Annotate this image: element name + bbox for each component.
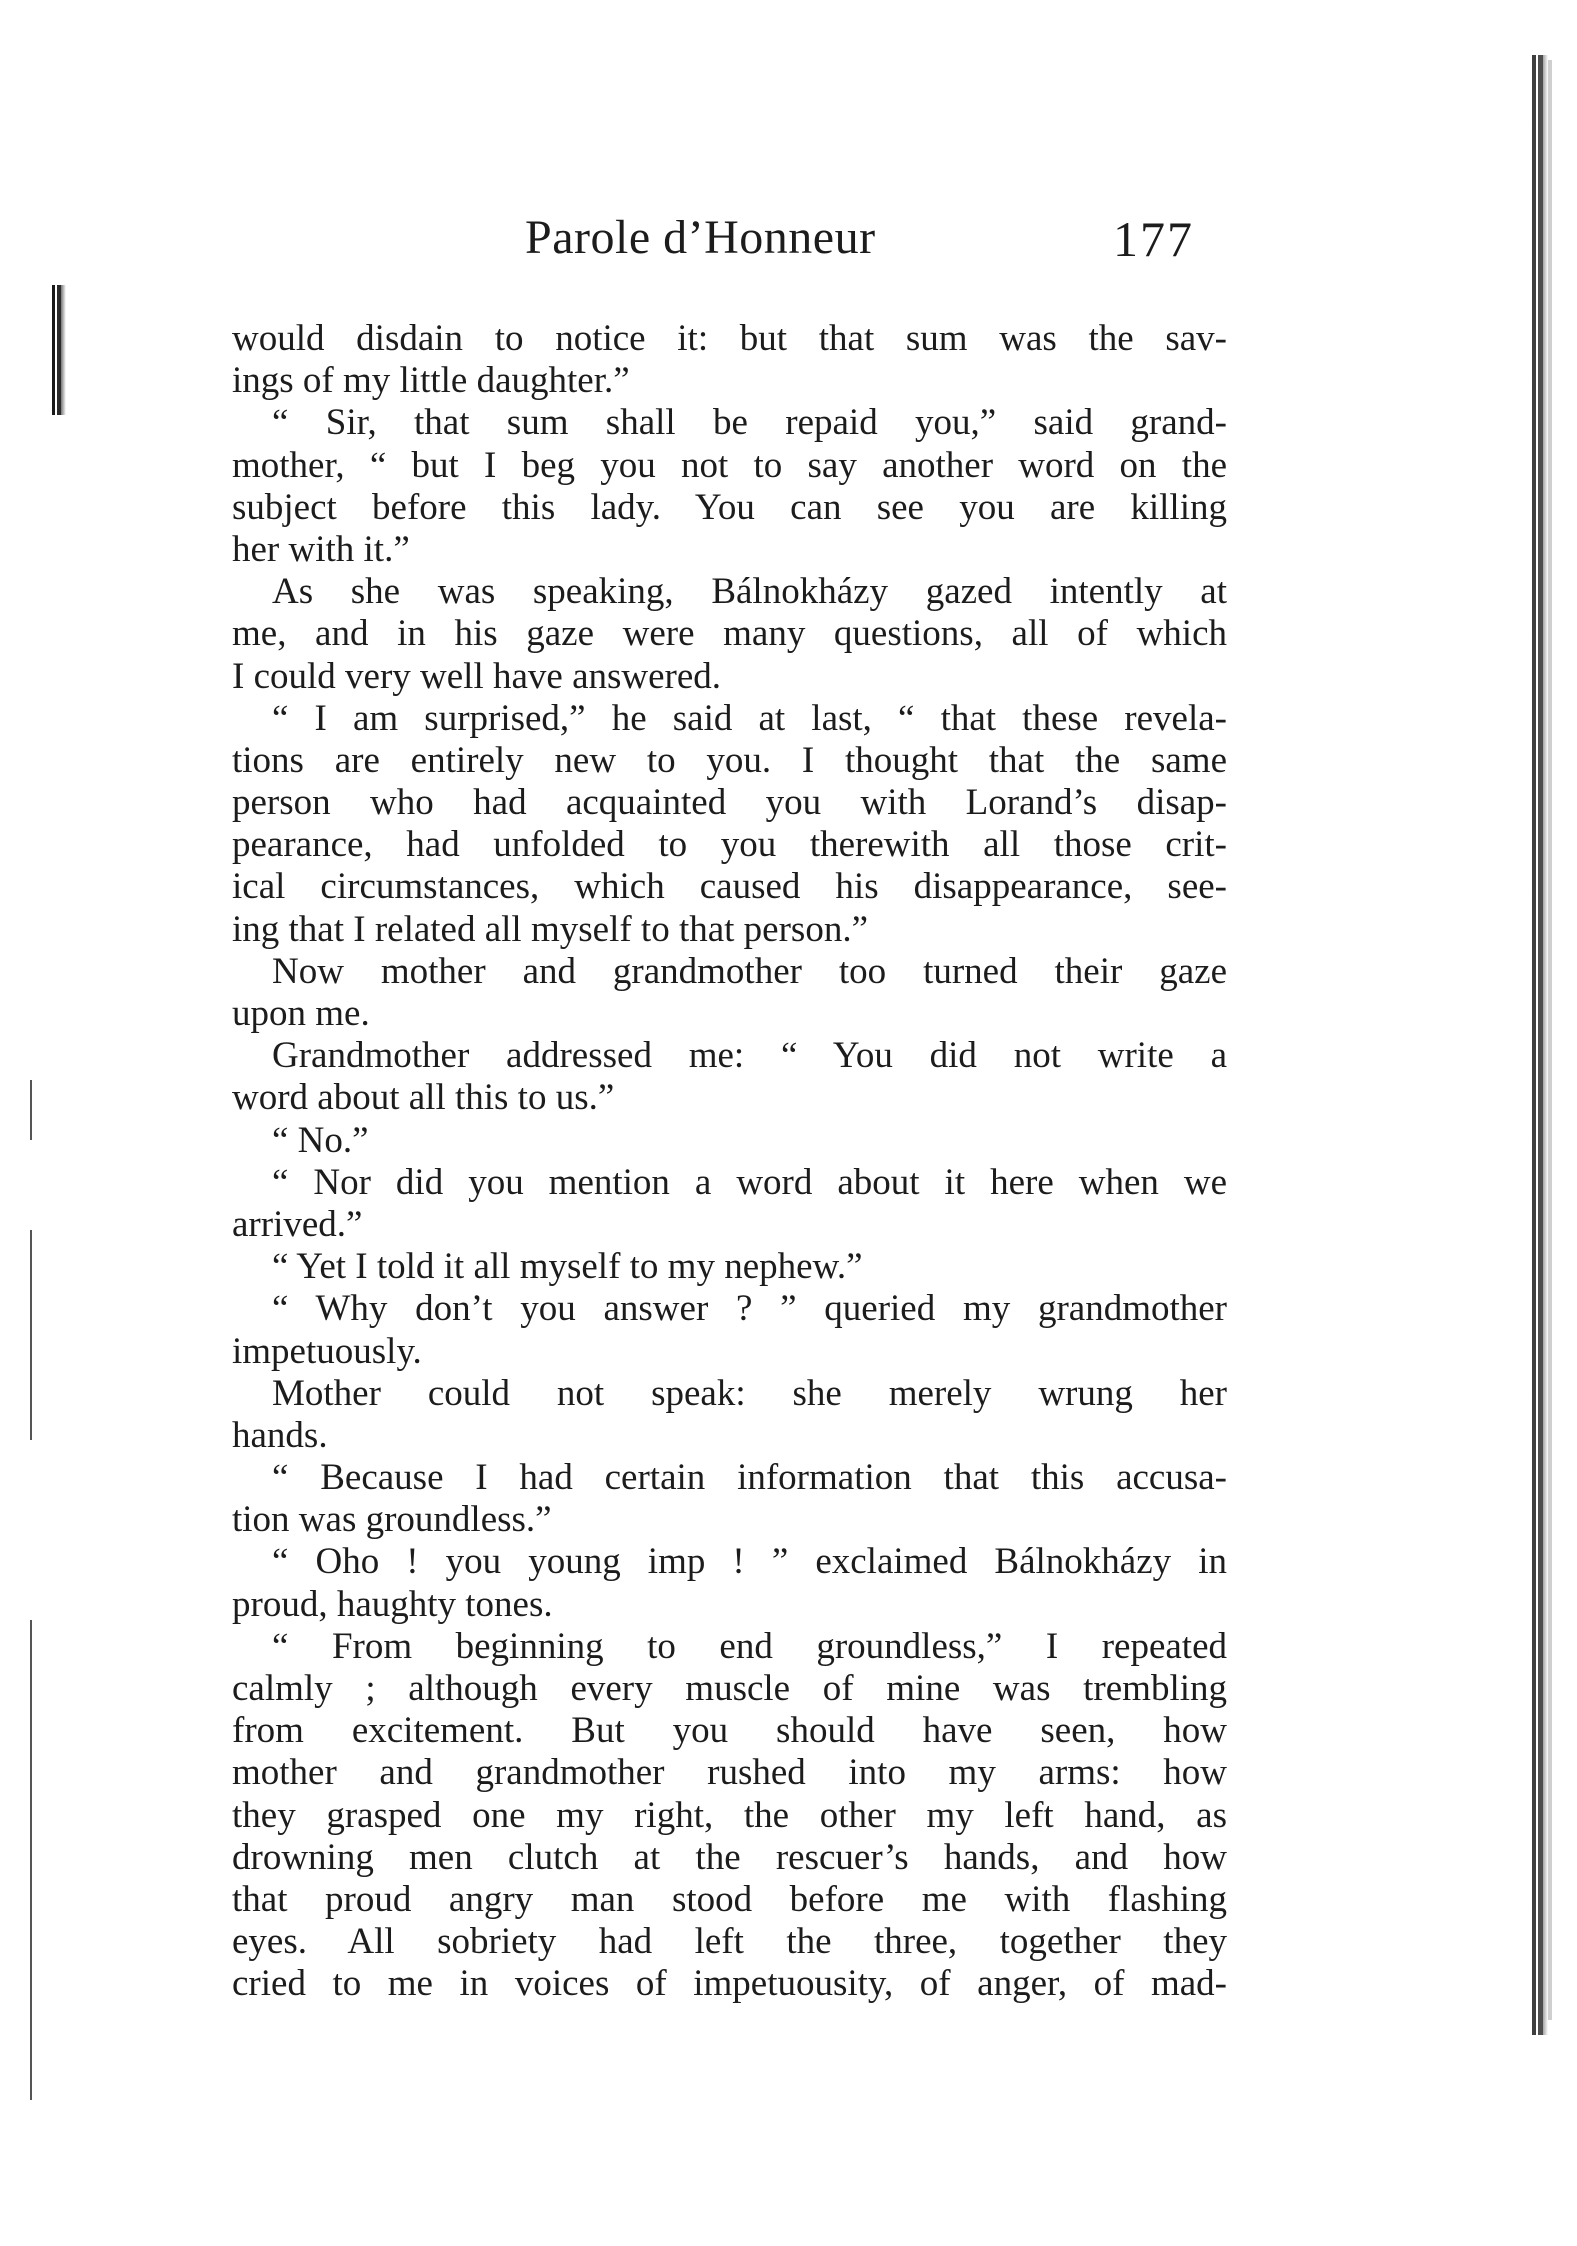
text-line: mother, “ but I beg you not to say another word on the [232, 444, 1227, 486]
text-line: arrived.” [232, 1203, 363, 1245]
page-number: 177 [1113, 211, 1194, 267]
text-line: subject before this lady. You can see you are killing [232, 486, 1227, 528]
margin-line [30, 1230, 32, 1440]
text-line: tions are entirely new to you. I thought that the same [232, 739, 1227, 781]
text-line: from excitement. But you should have seen, how [232, 1710, 1227, 1752]
text-line: ings of my little daughter.” [232, 360, 630, 402]
text-line: pearance, had unfolded to you therewith all those crit- [232, 824, 1227, 866]
text-line: I could very well have answered. [232, 655, 722, 697]
text-line: cried to me in voices of impetuousity, of anger, of mad- [232, 1963, 1227, 2005]
text-line: drowning men clutch at the rescuer’s hands, and how [232, 1836, 1227, 1878]
text-line: “ Yet I told it all myself to my nephew.” [272, 1246, 863, 1288]
text-line: ical circumstances, which caused his disappearance, see- [232, 866, 1227, 908]
text-line: Grandmother addressed me: “ You did not write a [272, 1035, 1227, 1077]
text-line: person who had acquainted you with Lorand’s disap- [232, 782, 1227, 824]
text-line: “ No.” [272, 1119, 369, 1161]
text-line: “ I am surprised,” he said at last, “ that these revela- [272, 697, 1227, 739]
text-line: “ Because I had certain information that this accusa- [272, 1457, 1227, 1499]
binding-fade [1548, 60, 1552, 2020]
text-line: “ Why don’t you answer ? ” queried my grandmother [272, 1288, 1227, 1330]
text-line: “ Oho ! you young imp ! ” exclaimed Bálnokházy in [272, 1541, 1227, 1583]
text-line: As she was speaking, Bálnokházy gazed intently at [272, 571, 1227, 613]
text-line: impetuously. [232, 1330, 422, 1372]
text-line: “ From beginning to end groundless,” I repeated [272, 1625, 1227, 1667]
text-line: “ Nor did you mention a word about it here when we [272, 1161, 1227, 1203]
text-line: tion was groundless.” [232, 1499, 552, 1541]
text-line: her with it.” [232, 528, 410, 570]
text-line: calmly ; although every muscle of mine was trembling [232, 1668, 1227, 1709]
text-line: mother and grandmother rushed into my arms: how [232, 1752, 1227, 1794]
binding-shadow [1532, 55, 1548, 2035]
text-line: word about all this to us.” [232, 1077, 615, 1119]
running-head-title: Parole d’Honneur [525, 211, 876, 264]
text-line: Now mother and grandmother too turned their gaze [272, 950, 1227, 992]
text-line: would disdain to notice it: but that sum was the sav- [232, 318, 1227, 359]
text-line: ing that I related all myself to that person.” [232, 908, 868, 950]
text-line: proud, haughty tones. [232, 1583, 553, 1625]
text-line: Mother could not speak: she merely wrung her [272, 1372, 1227, 1414]
text-line: me, and in his gaze were many questions, all of which [232, 613, 1227, 655]
margin-line [30, 1620, 32, 2100]
text-line: upon me. [232, 993, 370, 1034]
left-margin-mark [52, 285, 66, 415]
text-line: that proud angry man stood before me with flashing [232, 1878, 1227, 1920]
text-line: hands. [232, 1414, 328, 1456]
text-line: “ Sir, that sum shall be repaid you,” said grand- [272, 402, 1227, 444]
margin-line [30, 1080, 32, 1140]
body-text [232, 318, 1227, 2006]
text-line: they grasped one my right, the other my left hand, as [232, 1794, 1227, 1836]
text-line: eyes. All sobriety had left the three, together they [232, 1921, 1227, 1963]
running-head [0, 210, 1577, 280]
